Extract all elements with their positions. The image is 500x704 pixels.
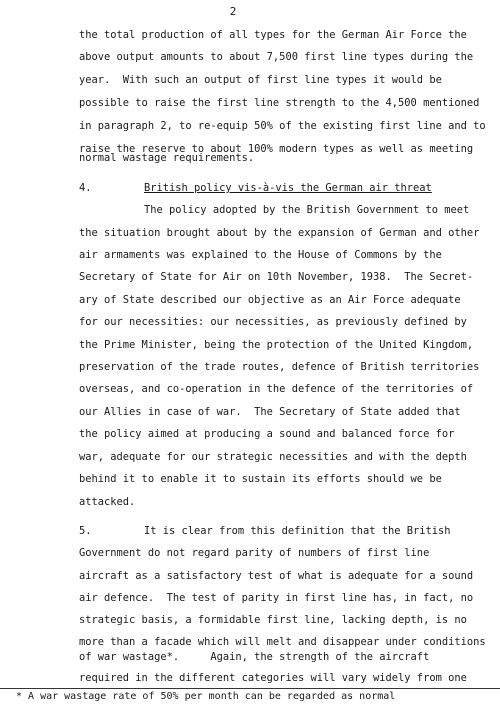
paragraph-number: 5. (79, 525, 92, 537)
section-heading: British policy vis-à-vis the German air threat (144, 182, 432, 194)
body-line: year. With such an output of first line types it would be (79, 74, 442, 86)
body-line: air armaments was explained to the House of Commons by the (79, 249, 442, 261)
footnote: * A war wastage rate of 50% per month can be regarded as normal (16, 691, 396, 702)
body-line: the situation brought about by the expansion of German and other (79, 227, 480, 239)
body-line: war, adequate for our strategic necessities and with the depth (79, 451, 467, 463)
body-line: our Allies in case of war. The Secretary of State added that (79, 406, 461, 418)
body-line: the Prime Minister, being the protection of the United Kingdom, (79, 339, 474, 351)
body-line: air defence. The test of parity in first line has, in fact, no (79, 592, 474, 604)
body-line: preservation of the trade routes, defence of British territories (79, 361, 480, 373)
body-line: for our necessities: our necessities, as previously defined by (79, 316, 467, 328)
body-line: It is clear from this definition that the British (144, 525, 451, 537)
body-line: in paragraph 2, to re-equip 50% of the existing first line and to (79, 120, 486, 132)
body-line: more than a facade which will melt and disappear under conditions (79, 636, 486, 648)
body-line: possible to raise the first line strength to the 4,500 mentioned (79, 97, 480, 109)
body-line: Secretary of State for Air on 10th November, 1938. The Secret- (79, 271, 474, 283)
body-line: required in the different categories will vary widely from one (79, 672, 467, 684)
body-line: raise the reserve to about 100% modern types as well as meeting (79, 143, 474, 155)
paragraph-number: 4. (79, 182, 92, 194)
body-line: attacked. (79, 496, 136, 508)
body-line: ary of State described our objective as an Air Force adequate (79, 294, 461, 306)
body-line: aircraft as a satisfactory test of what is adequate for a sound (79, 570, 474, 582)
page-number: 2 (229, 5, 237, 18)
body-line: the total production of all types for the German Air Force the (79, 29, 467, 41)
body-line: normal wastage requirements. (79, 152, 255, 164)
body-line: above output amounts to about 7,500 first line types during the (79, 51, 474, 63)
body-line: behind it to enable it to sustain its efforts should we be (79, 473, 442, 485)
body-line: overseas, and co-operation in the defence of the territories of (79, 383, 474, 395)
body-line: the policy aimed at producing a sound and balanced force for (79, 428, 455, 440)
footnote-rule (0, 688, 500, 689)
body-line: Government do not regard parity of numbers of first line (79, 547, 430, 559)
body-line: The policy adopted by the British Government to meet (144, 204, 470, 216)
body-line: strategic basis, a formidable first line, lacking depth, is no (79, 614, 467, 626)
body-line: of war wastage*. Again, the strength of the aircraft (79, 651, 430, 663)
